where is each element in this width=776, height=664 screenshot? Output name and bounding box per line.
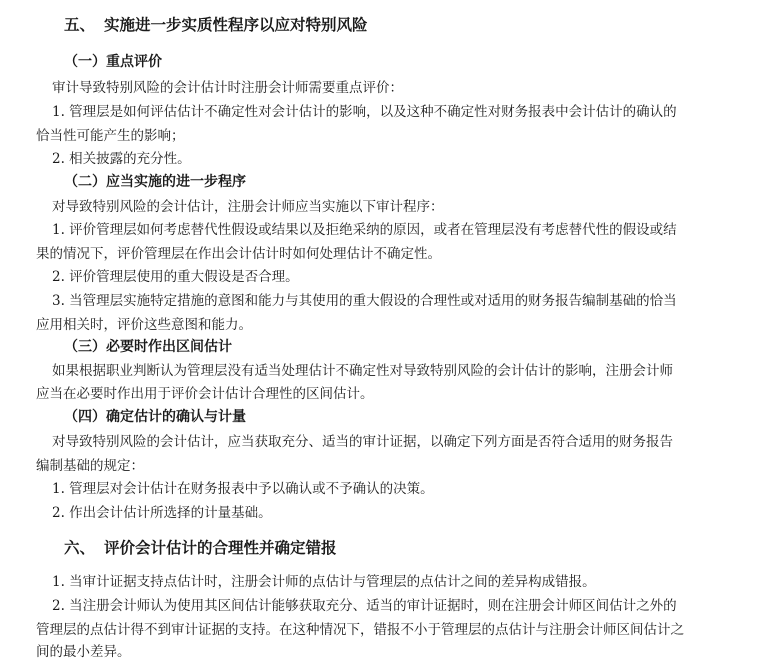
section-6-number: 六、 [64, 539, 96, 557]
subsection-2-item-3-line-2: 应用相关时，评价这些意图和能力。 [36, 317, 252, 333]
subsection-4-item-1: 1. 管理层对会计估计在财务报表中予以确认或不予确认的决策。 [52, 481, 434, 497]
section-6-item-2-line-2: 管理层的点估计得不到审计证据的支持。在这种情况下，错报不小于管理层的点估计与注册会计师区间估计之 [36, 622, 684, 638]
subsection-1-item-1-line-1: 1. 管理层是如何评估估计不确定性对会计估计的影响，以及这种不确定性对财务报表中会计估计的确认的 [52, 104, 677, 120]
section-6-item-2-line-3: 间的最小差异。 [36, 644, 131, 660]
section-6-title: 评价会计估计的合理性并确定错报 [104, 539, 337, 557]
subsection-4-para-line-1: 对导致特别风险的会计估计，应当获取充分、适当的审计证据，以确定下列方面是否符合适用的财务报告 [52, 434, 673, 450]
subsection-4-item-2: 2. 作出会计估计所选择的计量基础。 [52, 505, 272, 521]
section-5-title: 实施进一步实质性程序以应对特别风险 [104, 16, 368, 34]
subsection-2-heading: （二）应当实施的进一步程序 [64, 174, 246, 190]
subsection-3-para-line-1: 如果根据职业判断认为管理层没有适当处理估计不确定性对导致特别风险的会计估计的影响，注册会计师 [52, 363, 673, 379]
section-5-heading [64, 14, 776, 36]
subsection-2-item-1-line-2: 果的情况下，评价管理层在作出会计估计时如何处理估计不确定性。 [36, 246, 441, 262]
subsection-2-intro: 对导致特别风险的会计估计，注册会计师应当实施以下审计程序： [52, 199, 444, 215]
subsection-3-heading: （三）必要时作出区间估计 [64, 339, 232, 355]
section-6-item-2-line-1: 2. 当注册会计师认为使用其区间估计能够获取充分、适当的审计证据时，则在注册会计师区间估计之外的 [52, 598, 677, 614]
subsection-2-item-3-line-1: 3. 当管理层实施特定措施的意图和能力与其使用的重大假设的合理性或对适用的财务报告编制基础的恰当 [52, 293, 677, 309]
section-6-heading [64, 537, 776, 559]
subsection-1-heading: （一）重点评价 [64, 54, 162, 70]
subsection-2-item-2: 2. 评价管理层使用的重大假设是否合理。 [52, 269, 299, 285]
subsection-2-item-1-line-1: 1. 评价管理层如何考虑替代性假设或结果以及拒绝采纳的原因，或者在管理层没有考虑替代性的假设或结 [52, 222, 677, 238]
section-5-number: 五、 [64, 16, 96, 34]
section-6-item-1: 1. 当审计证据支持点估计时，注册会计师的点估计与管理层的点估计之间的差异构成错报。 [52, 574, 596, 590]
subsection-4-para-line-2: 编制基础的规定： [36, 458, 144, 474]
subsection-1-item-2: 2. 相关披露的充分性。 [52, 151, 191, 167]
subsection-3-para-line-2: 应当在必要时作出用于评价会计估计合理性的区间估计。 [36, 386, 374, 402]
subsection-1-item-1-line-2: 恰当性可能产生的影响； [36, 128, 185, 144]
subsection-4-heading: （四）确定估计的确认与计量 [64, 409, 246, 425]
subsection-1-intro: 审计导致特别风险的会计估计时注册会计师需要重点评价： [52, 80, 403, 96]
